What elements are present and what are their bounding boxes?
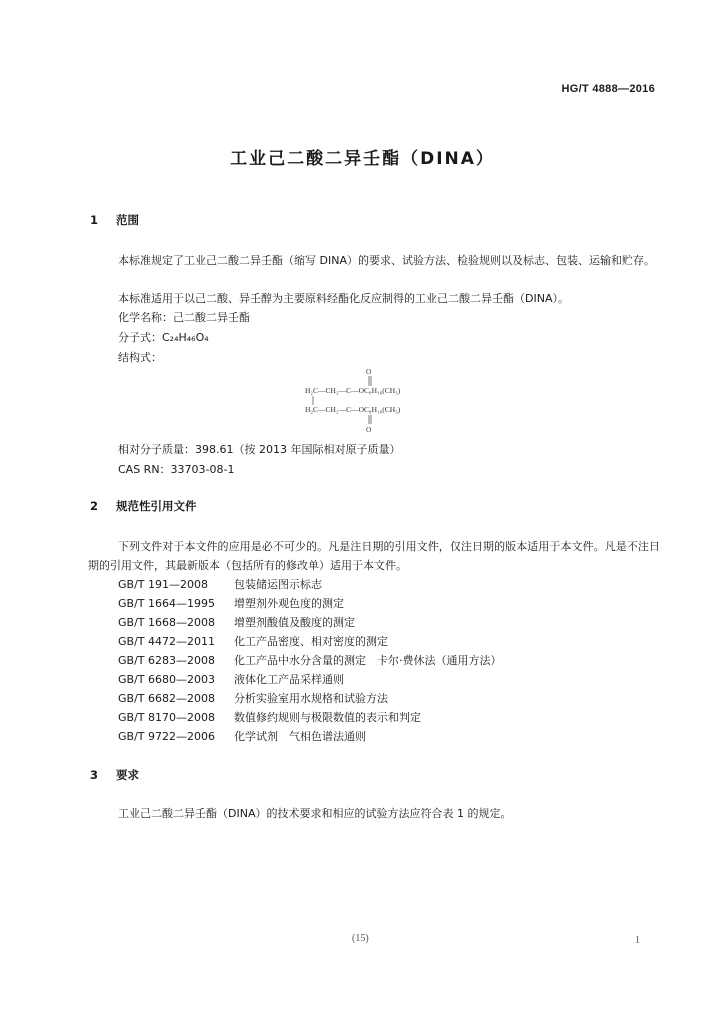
reference-item — [118, 671, 344, 687]
reference-code: GB/T 4472—2011 — [118, 635, 215, 648]
reference-code: GB/T 1664—1995 — [118, 597, 215, 610]
reference-item — [118, 614, 355, 630]
reference-title: 分析实验室用水规格和试验方法 — [234, 692, 388, 705]
footer-code: (15) — [352, 933, 369, 944]
section-1-heading — [90, 212, 139, 228]
reference-code: GB/T 6680—2003 — [118, 673, 215, 686]
structure-bottom-oxygen: O — [366, 425, 372, 433]
scope-paragraph-2: 本标准适用于以己二酸、异壬醇为主要原料经酯化反应制得的工业己二酸二异壬酯（DINA）。 — [118, 292, 569, 305]
references-intro: 下列文件对于本文件的应用是必不可少的。凡是注日期的引用文件，仅注日期的版本适用于本文件。凡是不注日期的引用文件，其最新版本（包括所有的修改单）适用于本文件。 — [88, 540, 660, 572]
reference-title: 化工产品密度、相对密度的测定 — [234, 635, 388, 648]
structural-formula — [305, 365, 480, 433]
reference-code: GB/T 8170—2008 — [118, 711, 215, 724]
molar-mass: 相对分子质量：398.61（按 2013 年国际相对原子质量） — [118, 443, 401, 456]
reference-title: 液体化工产品采样通则 — [234, 673, 344, 686]
section-number: 2 — [90, 499, 99, 513]
standard-code: HG/T 4888—2016 — [561, 83, 655, 95]
section-2-heading — [90, 498, 197, 514]
requirements-paragraph: 工业己二酸二异壬酯（DINA）的技术要求和相应的试验方法应符合表 1 的规定。 — [118, 807, 512, 820]
chemical-name: 化学名称：己二酸二异壬酯 — [118, 311, 250, 324]
reference-item — [118, 652, 502, 668]
reference-item — [118, 576, 322, 592]
reference-item — [118, 595, 344, 611]
reference-code: GB/T 9722—2006 — [118, 730, 215, 743]
structure-row-1: H₂C—CH₂—C—OC₈H₁₆(CH₃) — [305, 386, 401, 395]
structure-top-oxygen: O — [366, 367, 372, 376]
section-3-heading — [90, 767, 139, 783]
page-number: 1 — [635, 935, 640, 946]
reference-code: GB/T 6682—2008 — [118, 692, 215, 705]
reference-code: GB/T 1668—2008 — [118, 616, 215, 629]
cas-number: CAS RN：33703-08-1 — [118, 463, 235, 476]
reference-code: GB/T 6283—2008 — [118, 654, 215, 667]
section-number: 3 — [90, 768, 99, 782]
section-title: 范围 — [116, 213, 139, 227]
reference-title: 包装储运图示标志 — [234, 578, 322, 591]
document-title: 工业己二酸二异壬酯（DINA） — [230, 149, 495, 169]
section-number: 1 — [90, 213, 99, 227]
reference-title: 数值修约规则与极限数值的表示和判定 — [234, 711, 421, 724]
reference-code: GB/T 191—2008 — [118, 578, 208, 591]
molecular-formula: 分子式：C₂₄H₄₆O₄ — [118, 331, 209, 344]
reference-item — [118, 633, 388, 649]
scope-paragraph-1: 本标准规定了工业己二酸二异壬酯（缩写 DINA）的要求、试验方法、检验规则以及标志、包装、运输和贮存。 — [118, 254, 655, 267]
reference-item — [118, 690, 388, 706]
reference-title: 增塑剂外观色度的测定 — [234, 597, 344, 610]
reference-title: 化学试剂 气相色谱法通则 — [234, 730, 366, 743]
structure-row-2: H₂C—CH₂—C—OC₈H₁₆(CH₃) — [305, 405, 401, 414]
reference-item — [118, 728, 366, 744]
reference-title: 增塑剂酸值及酸度的测定 — [234, 616, 355, 629]
reference-item — [118, 709, 421, 725]
section-title: 要求 — [116, 768, 139, 782]
reference-title: 化工产品中水分含量的测定 卡尔·费休法（通用方法） — [234, 654, 502, 667]
structure-label: 结构式： — [118, 351, 162, 364]
section-title: 规范性引用文件 — [116, 499, 197, 513]
